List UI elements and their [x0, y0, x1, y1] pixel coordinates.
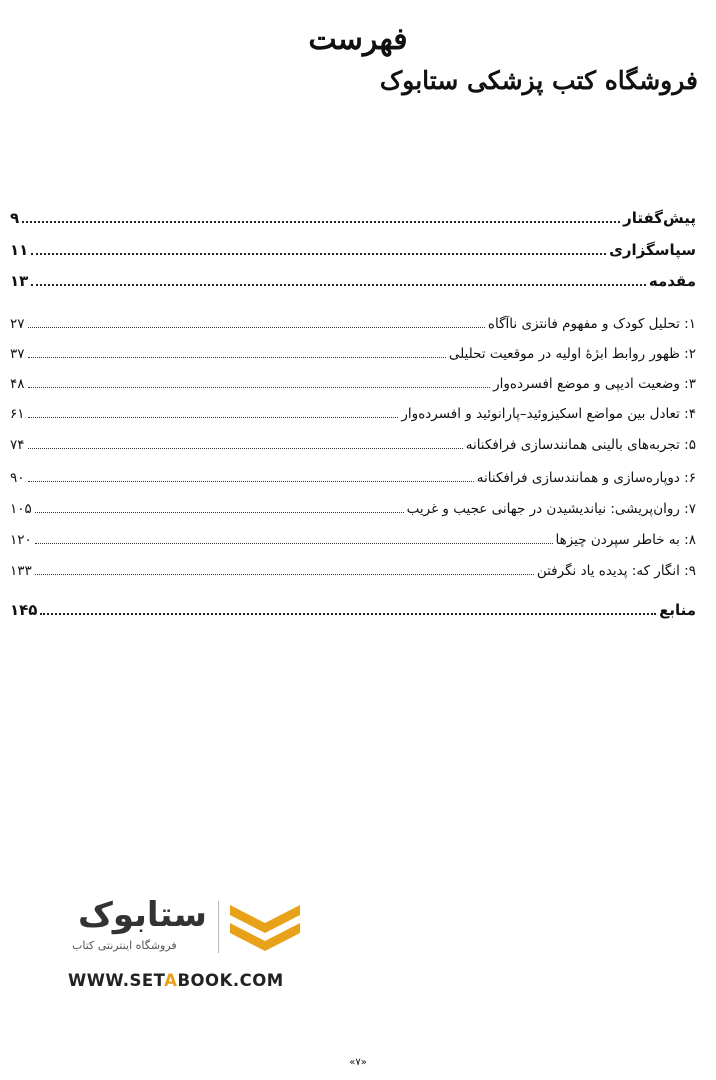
page-title: فهرست [308, 22, 408, 57]
dot-leader [35, 543, 553, 544]
dot-leader [28, 387, 491, 388]
toc-entry-chapter-9[interactable] [10, 563, 696, 579]
toc-entry-title: مقدمه [648, 272, 696, 290]
toc-entry-title: ۳: وضعیت ادیپی و موضع افسرده‌وار [493, 376, 696, 392]
toc-entry-page: ۱۳ [10, 272, 29, 290]
logo-brand-text: ستابوک [78, 895, 207, 935]
toc-entry-page: ۹۰ [10, 470, 25, 486]
logo-divider [218, 901, 219, 953]
toc-entry-page: ۶۱ [10, 406, 25, 422]
toc-entry-title: ۱: تحلیل کودک و مفهوم فانتزی ناآگاه [487, 316, 696, 332]
toc-entry-title: سپاسگزاری [609, 241, 696, 259]
page-number: «۷» [349, 1057, 367, 1068]
toc-entry-chapter-3[interactable] [10, 376, 696, 392]
toc-entry-page: ۱۴۵ [10, 601, 38, 619]
toc-entry-references[interactable] [10, 601, 696, 619]
dot-leader [35, 574, 534, 575]
toc-entry-chapter-1[interactable] [10, 316, 696, 332]
toc-entry-page: ۱۲۰ [10, 532, 32, 548]
toc-entry-chapter-6[interactable] [10, 470, 696, 486]
logo-tagline: فروشگاه اینترنتی کتاب [72, 939, 177, 952]
dot-leader [35, 512, 404, 513]
toc-entry-title: ۵: تجربه‌های بالینی همانندسازی فرافکنانه [465, 437, 696, 453]
toc-entry-chapter-4[interactable] [10, 406, 696, 422]
dot-leader [40, 613, 656, 615]
toc-entry-page: ۹ [10, 209, 20, 227]
page-subtitle: فروشگاه کتب پزشکی ستابوک [379, 66, 698, 95]
dot-leader [28, 448, 463, 449]
toc-entry-page: ۱۳۳ [10, 563, 32, 579]
toc-entry-page: ۴۸ [10, 376, 25, 392]
dot-leader [28, 481, 474, 482]
toc-entry-title: ۶: دوپاره‌سازی و همانندسازی فرافکنانه [476, 470, 696, 486]
toc-entry-title: پیش‌گفتار [623, 209, 696, 227]
toc-entry-title: ۲: ظهور روابط ابژهٔ اولیه در موقعیت تحلیلی [448, 346, 696, 362]
dot-leader [31, 284, 646, 286]
toc-entry-introduction[interactable] [10, 272, 696, 290]
toc-entry-title: منابع [659, 601, 696, 619]
toc-entry-page: ۳۷ [10, 346, 25, 362]
dot-leader [31, 253, 606, 255]
toc-entry-preface[interactable] [10, 209, 696, 227]
book-chevron-icon [228, 901, 302, 957]
toc-entry-chapter-8[interactable] [10, 532, 696, 548]
setabook-logo [60, 895, 310, 995]
dot-leader [22, 221, 620, 223]
toc-entry-page: ۲۷ [10, 316, 25, 332]
dot-leader [28, 357, 446, 358]
logo-url: WWW.SETABOOK.COM [68, 971, 284, 990]
toc-entry-title: ۴: تعادل بین مواضع اسکیزوئید–پارانوئید و افسرده‌وار [401, 406, 696, 422]
toc-entry-acknowledgements[interactable] [10, 241, 696, 259]
toc-entry-page: ۱۰۵ [10, 501, 32, 517]
dot-leader [28, 327, 485, 328]
dot-leader [28, 417, 399, 418]
toc-entry-chapter-5[interactable] [10, 437, 696, 453]
toc-entry-page: ۷۴ [10, 437, 25, 453]
toc-entry-chapter-2[interactable] [10, 346, 696, 362]
toc-entry-title: ۷: روان‌پریشی: نیاندیشیدن در جهانی عجیب و غریب [406, 501, 696, 517]
toc-entry-chapter-7[interactable] [10, 501, 696, 517]
toc-entry-title: ۸: به خاطر سپردن چیزها [555, 532, 696, 548]
toc-entry-page: ۱۱ [10, 241, 29, 259]
toc-entry-title: ۹: انگار که: پدیده یاد نگرفتن [536, 563, 696, 579]
